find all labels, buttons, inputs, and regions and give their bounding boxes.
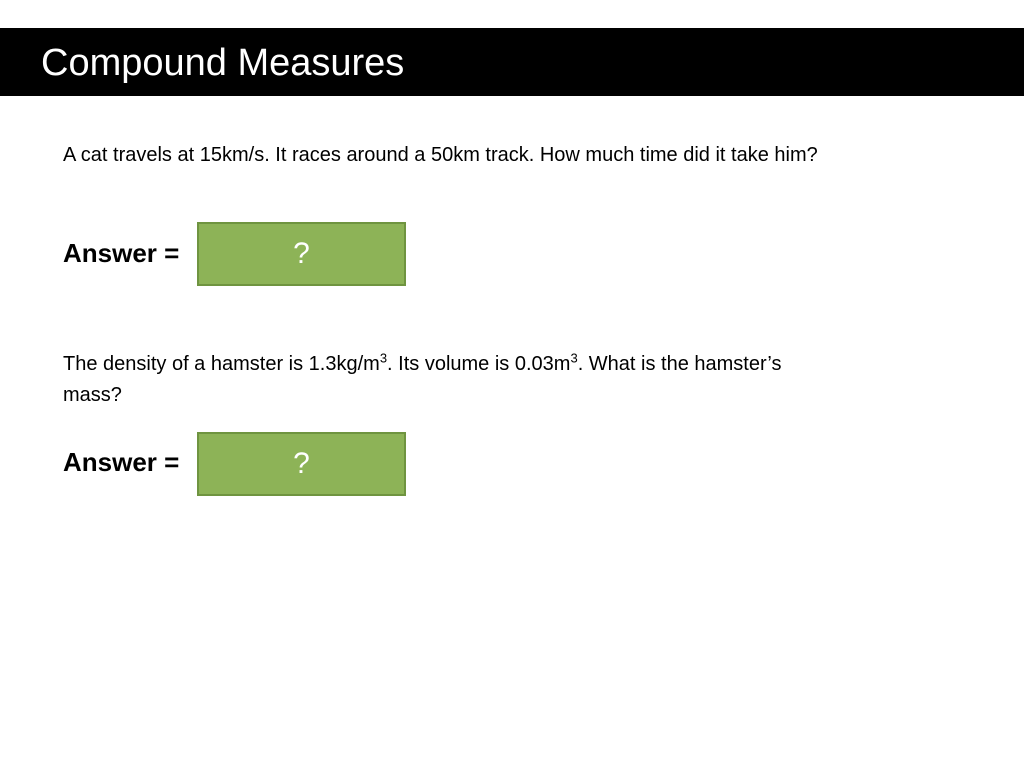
question-1-text [63,140,823,171]
answer-1-placeholder: ? [293,237,310,270]
question-2-text-part: The density of a hamster is 1.3kg/m [63,353,380,375]
answer-2-label: Answer = [63,447,180,477]
question-2-text-part: . Its volume is 0.03m [387,353,571,375]
answer-1-label: Answer = [63,238,180,268]
slide-title: Compound Measures [41,42,405,84]
question-2-superscript: 3 [379,350,388,366]
question-2-text-part: . What is the hamster’s mass? [63,353,782,406]
answer-1-reveal-button[interactable] [197,222,406,286]
question-2-text [63,349,823,411]
answer-2-placeholder: ? [293,447,310,480]
question-1-text-part: A cat travels at 15km/s. It races around a 50km track. How much time did it take him? [63,144,818,166]
answer-2-reveal-button[interactable] [197,432,406,496]
question-2-superscript: 3 [570,350,578,366]
